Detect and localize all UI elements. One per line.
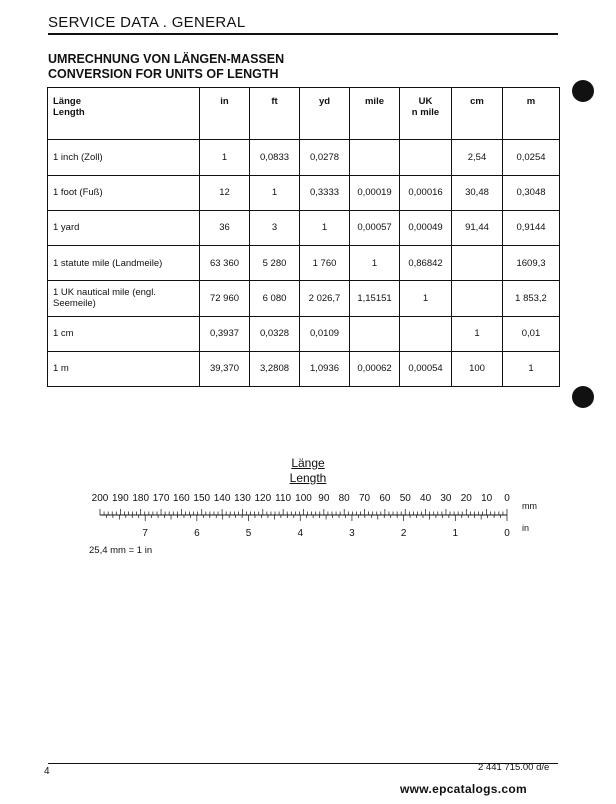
mm-tick-label: 180: [132, 493, 150, 504]
header-title: SERVICE DATA . GENERAL: [48, 14, 246, 31]
table-row: [48, 316, 560, 351]
document-id: 2 441 715.00 d/e: [478, 762, 550, 773]
inch-unit-label: in: [522, 523, 530, 533]
cell-cm: 30,48: [452, 175, 503, 210]
cell-uk: [400, 140, 452, 175]
table-row: [48, 281, 560, 316]
ruler-title: [0, 456, 616, 486]
cell-ft: 3: [250, 210, 300, 245]
section-title-de: UMRECHNUNG VON LÄNGEN-MASSEN: [48, 52, 285, 66]
cell-yd: 0,0109: [300, 316, 350, 351]
mm-tick-label: 100: [295, 493, 312, 504]
row-label-line1: 1 UK nautical mile (engl.: [53, 287, 156, 299]
section-title: [48, 52, 284, 82]
table-header-row: [48, 88, 560, 140]
mm-tick-label: 130: [234, 493, 251, 504]
header-cell-cm: cm: [452, 88, 503, 140]
table-row: [48, 246, 560, 281]
inch-tick-label: 4: [297, 528, 304, 539]
mm-tick-label: 70: [358, 493, 371, 504]
cell-cm: 2,54: [452, 140, 503, 175]
cell-ft: 3,2808: [250, 351, 300, 386]
table-row: [48, 175, 560, 210]
cell-uk: [400, 316, 452, 351]
ruler-title-en: Length: [289, 471, 327, 485]
header-cell-yd: yd: [300, 88, 350, 140]
mm-tick-label: 90: [318, 493, 330, 504]
section-title-en: CONVERSION FOR UNITS OF LENGTH: [48, 67, 279, 81]
mm-unit-label: mm: [522, 501, 537, 511]
header-cell-length: [48, 88, 200, 140]
mm-tick-label: 120: [254, 493, 272, 504]
table-row: [48, 140, 560, 175]
header-cell-mile: mile: [350, 88, 400, 140]
header-length-de: Länge: [53, 96, 81, 107]
mm-tick-label: 80: [338, 493, 350, 504]
cell-yd: 2 026,7: [300, 281, 350, 316]
header-uk-line1: UK: [418, 96, 433, 107]
cell-yd: 1,0936: [300, 351, 350, 386]
mm-tick-label: 110: [275, 493, 292, 504]
mm-tick-label: 200: [91, 493, 109, 504]
page-header: [48, 14, 558, 35]
row-label: 1 yard: [48, 210, 200, 245]
cell-m: 0,0254: [503, 140, 560, 175]
cell-ft: 0,0833: [250, 140, 300, 175]
watermark-url: www.epcatalogs.com: [400, 782, 527, 796]
cell-ft: 1: [250, 175, 300, 210]
inch-tick-label: 6: [194, 528, 200, 539]
cell-in: 1: [200, 140, 250, 175]
row-label: [48, 281, 200, 316]
cell-ft: 5 280: [250, 246, 300, 281]
cell-cm: 100: [452, 351, 503, 386]
cell-in: 63 360: [200, 246, 250, 281]
mm-tick-label: 150: [193, 493, 211, 504]
inch-tick-label: 2: [400, 528, 407, 539]
row-label: 1 m: [48, 351, 200, 386]
conversion-table: [47, 87, 560, 387]
cell-m: 0,9144: [503, 210, 560, 245]
cell-m: 0,01: [503, 316, 560, 351]
table-row: [48, 351, 560, 386]
mm-tick-label: 140: [213, 493, 231, 504]
inch-tick-label: 1: [452, 528, 459, 539]
cell-mile: 0,00019: [350, 175, 400, 210]
header-uk-line2: n mile: [411, 107, 440, 118]
row-label: 1 cm: [48, 316, 200, 351]
cell-yd: 1: [300, 210, 350, 245]
cell-in: 0,3937: [200, 316, 250, 351]
cell-mile: 0,00062: [350, 351, 400, 386]
cell-uk: 1: [400, 281, 452, 316]
cell-uk: 0,00016: [400, 175, 452, 210]
mm-tick-label: 10: [481, 493, 493, 504]
cell-yd: 0,3333: [300, 175, 350, 210]
header-cell-uk-nmile: [400, 88, 452, 140]
mm-tick-label: 30: [440, 493, 452, 504]
cell-m: 1609,3: [503, 246, 560, 281]
cell-in: 72 960: [200, 281, 250, 316]
cell-m: 1 853,2: [503, 281, 560, 316]
mm-tick-label: 0: [504, 493, 510, 504]
punch-hole-top: [572, 80, 594, 102]
cell-mile: 1,15151: [350, 281, 400, 316]
mm-tick-label: 160: [173, 493, 190, 504]
cell-mile: 1: [350, 246, 400, 281]
cell-cm: 1: [452, 316, 503, 351]
cell-in: 12: [200, 175, 250, 210]
cell-ft: 0,0328: [250, 316, 300, 351]
cell-yd: 0,0278: [300, 140, 350, 175]
cell-m: 0,3048: [503, 175, 560, 210]
header-length-en: Length: [53, 107, 85, 118]
cell-cm: [452, 246, 503, 281]
cell-in: 36: [200, 210, 250, 245]
cell-uk: 0,86842: [400, 246, 452, 281]
length-ruler: [0, 490, 616, 542]
cell-m: 1: [503, 351, 560, 386]
row-label: 1 foot (Fuß): [48, 175, 200, 210]
mm-tick-label: 40: [420, 493, 432, 504]
mm-tick-label: 50: [399, 493, 411, 504]
row-label: 1 inch (Zoll): [48, 140, 200, 175]
cell-cm: [452, 281, 503, 316]
mm-tick-label: 20: [460, 493, 472, 504]
punch-hole-bottom: [572, 386, 594, 408]
mm-tick-label: 60: [379, 493, 391, 504]
row-label: 1 statute mile (Landmeile): [48, 246, 200, 281]
cell-mile: 0,00057: [350, 210, 400, 245]
page-number: 4: [44, 766, 50, 777]
inch-tick-label: 0: [504, 528, 510, 539]
cell-ft: 6 080: [250, 281, 300, 316]
cell-mile: [350, 316, 400, 351]
inch-tick-label: 5: [245, 528, 252, 539]
header-cell-ft: ft: [250, 88, 300, 140]
row-label-line2: Seemeile): [53, 298, 96, 310]
cell-cm: 91,44: [452, 210, 503, 245]
conversion-equation: 25,4 mm = 1 in: [89, 545, 153, 556]
cell-yd: 1 760: [300, 246, 350, 281]
mm-tick-label: 190: [112, 493, 129, 504]
cell-uk: 0,00054: [400, 351, 452, 386]
cell-uk: 0,00049: [400, 210, 452, 245]
mm-tick-label: 170: [152, 493, 170, 504]
table-row: [48, 210, 560, 245]
inch-tick-label: 3: [349, 528, 355, 539]
header-cell-m: m: [503, 88, 560, 140]
header-cell-in: in: [200, 88, 250, 140]
cell-in: 39,370: [200, 351, 250, 386]
inch-tick-label: 7: [142, 528, 148, 539]
cell-mile: [350, 140, 400, 175]
ruler-title-de: Länge: [291, 456, 325, 470]
